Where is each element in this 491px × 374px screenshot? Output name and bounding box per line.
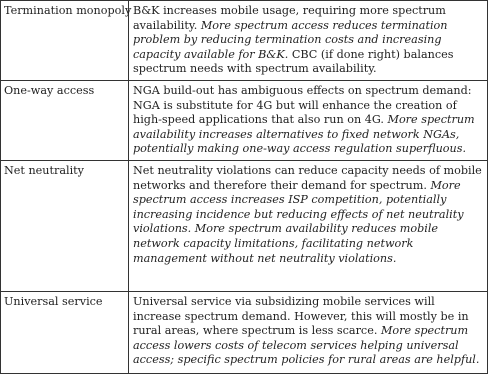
description-italic-text: More spectrum access increases ISP competition, potentially increasing incidence but reducing effects of net neutrality violations. More spectrum availability reduces mobile network capacity limitations, facilitating network management without net neutrality violations. — [133, 178, 464, 265]
description-cell — [129, 160, 488, 291]
description-cell — [129, 1, 488, 81]
description-text: NGA build-out has ambiguous effects on spectrum demand: NGA is substitute for 4G but will enhance the creation of high-speed applications that also run on 4G. — [133, 83, 472, 127]
description-cell — [129, 80, 488, 160]
description-text: Net neutrality violations can reduce capacity needs of mobile networks and therefore their demand for spectrum. — [133, 163, 482, 192]
description-text: Universal service via subsidizing mobile services will increase spectrum demand. However, this will mostly be in rural areas, where spectrum is less scarce. — [133, 294, 469, 338]
topic-cell: One-way access — [1, 80, 129, 160]
topic-cell: Net neutrality — [1, 160, 129, 291]
topic-cell: Universal service — [1, 291, 129, 373]
description-cell — [129, 291, 488, 373]
description-tail-text: CBC (if done right) balances spectrum needs with spectrum availability. — [133, 47, 454, 76]
table-row — [1, 80, 488, 160]
description-italic-text: More spectrum access lowers costs of telecom services helping universal access; specific spectrum policies for rural areas are helpful. — [133, 324, 480, 367]
description-italic-text: More spectrum access reduces termination problem by reducing termination costs and increasing capacity available for B&K. — [133, 18, 448, 61]
table-row — [1, 1, 488, 81]
topic-cell: Termination monopoly — [1, 1, 129, 81]
table-row — [1, 160, 488, 291]
description-text: B&K increases mobile usage, requiring more spectrum availability. — [133, 4, 446, 32]
description-italic-text: More spectrum availability increases alternatives to fixed network NGAs, potentially making one-way access regulation superfluous. — [133, 113, 475, 156]
table-row — [1, 291, 488, 373]
